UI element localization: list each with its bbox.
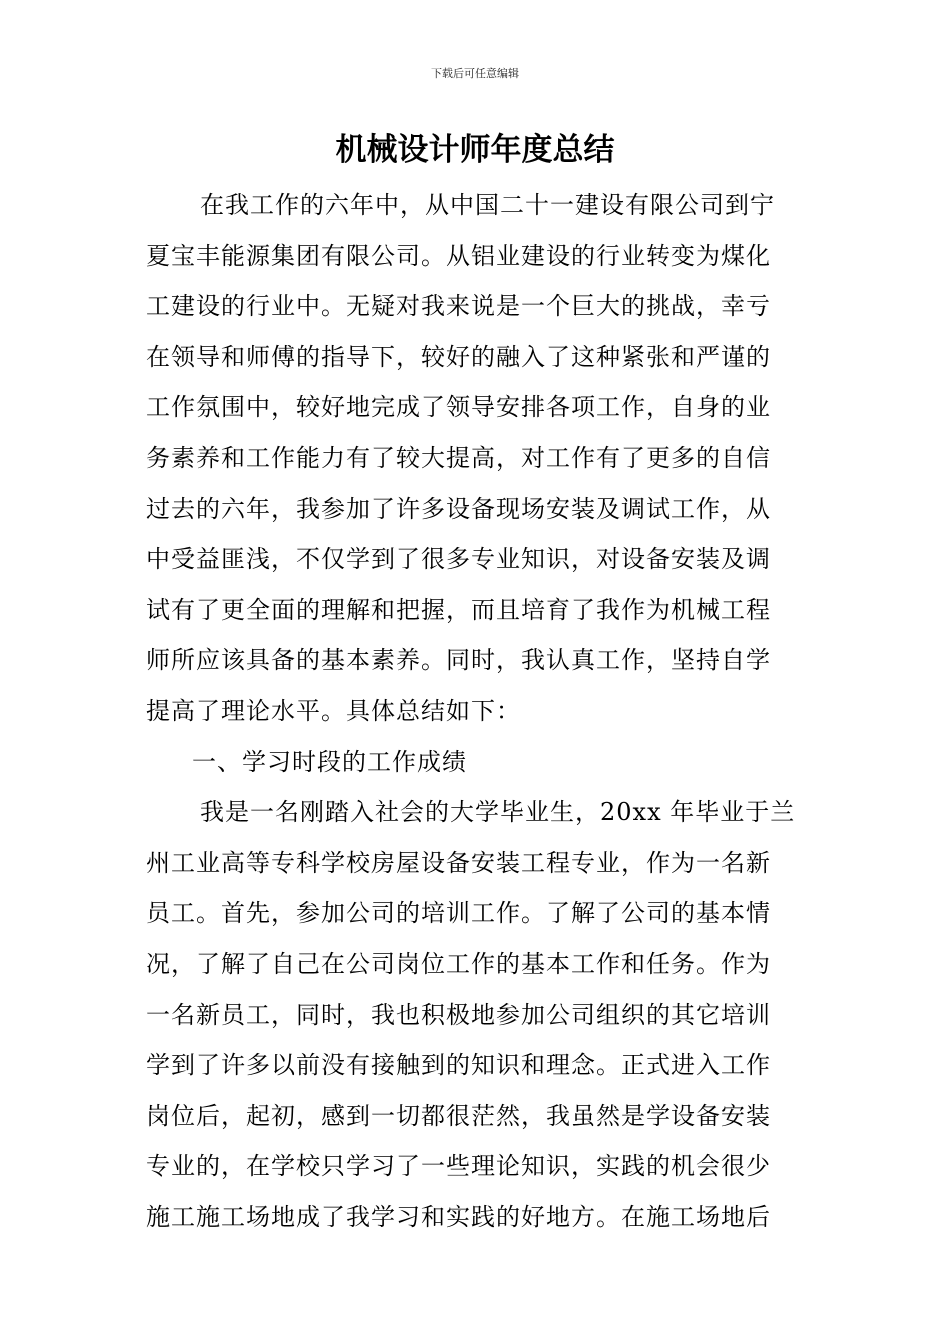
text-line: 在领导和师傅的指导下，较好的融入了这种紧张和严谨的 [146, 342, 771, 371]
text-line: 中受益匪浅，不仅学到了很多专业知识，对设备安装及调 [146, 545, 771, 574]
text-line: 夏宝丰能源集团有限公司。从铝业建设的行业转变为煤化 [146, 241, 771, 270]
text-line: 况，了解了自己在公司岗位工作的基本工作和任务。作为 [146, 949, 771, 978]
text-line: 专业的，在学校只学习了一些理论知识，实践的机会很少 [146, 1152, 771, 1181]
text-line: 在我工作的六年中，从中国二十一建设有限公司到宁 [200, 191, 775, 219]
text-line: 员工。首先，参加公司的培训工作。了解了公司的基本情 [146, 899, 771, 928]
text-line: 施工施工场地成了我学习和实践的好地方。在施工场地后 [146, 1202, 771, 1231]
header-note: 下载后可任意编辑 [431, 67, 519, 80]
text-line: 我是一名刚踏入社会的大学毕业生，20xx 年毕业于兰 [200, 798, 796, 827]
section-heading: 一、学习时段的工作成绩 [192, 747, 467, 776]
text-line: 过去的六年，我参加了许多设备现场安装及调试工作，从 [146, 494, 771, 523]
text-line: 一名新员工，同时，我也积极地参加公司组织的其它培训 [146, 1000, 771, 1029]
document-title: 机械设计师年度总结 [335, 132, 615, 168]
text-line: 提高了理论水平。具体总结如下： [146, 696, 521, 725]
text-line: 试有了更全面的理解和把握，而且培育了我作为机械工程 [146, 595, 771, 624]
text-line: 师所应该具备的基本素养。同时，我认真工作，坚持自学 [146, 646, 771, 675]
document-body [146, 180, 808, 1242]
text-line: 岗位后，起初，感到一切都很茫然，我虽然是学设备安装 [146, 1101, 771, 1130]
text-line: 务素养和工作能力有了较大提高，对工作有了更多的自信 [146, 443, 771, 472]
text-line: 工作氛围中，较好地完成了领导安排各项工作，自身的业 [146, 393, 771, 422]
text-line: 学到了许多以前没有接触到的知识和理念。正式进入工作 [146, 1051, 771, 1080]
text-line: 工建设的行业中。无疑对我来说是一个巨大的挑战，幸亏 [146, 292, 771, 321]
text-line: 州工业高等专科学校房屋设备安装工程专业，作为一名新 [146, 848, 771, 877]
